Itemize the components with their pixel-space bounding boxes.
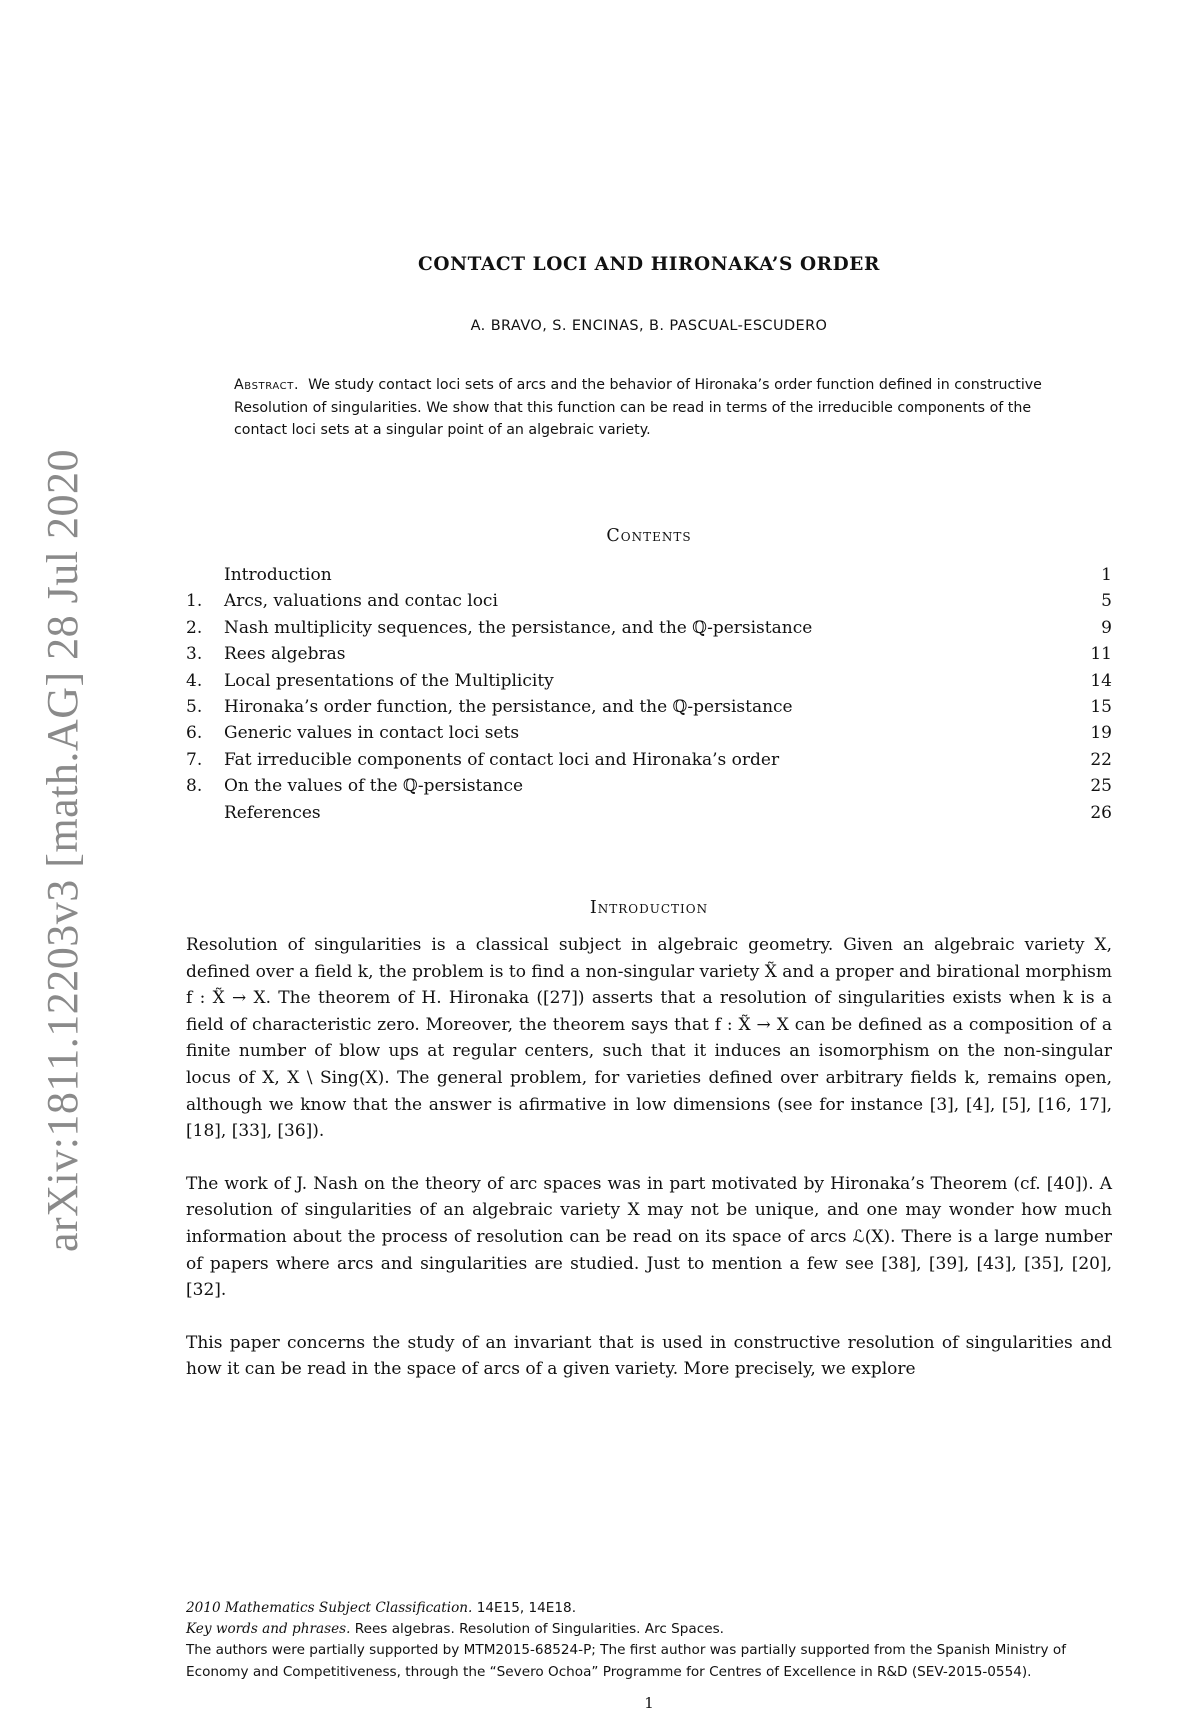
- contents-heading: Contents: [606, 526, 692, 546]
- body-paragraph: The work of J. Nash on the theory of arc spaces was in part motivated by Hironaka’s Theorem (cf. [40]). A resolution of singularities of an algebraic variety X may not be unique, and one may wonder how much information about the process of resolution can be read on its space of arcs ℒ(X). There is a large number of papers where arcs and singularities are studied. Just to mention a few see [38], [39], [43], [35], [20], [32].: [186, 1173, 1112, 1301]
- toc-entry-page: 25: [1090, 776, 1112, 797]
- abstract: [234, 374, 1064, 442]
- toc-entry-references[interactable]: [186, 800, 1112, 826]
- toc-entry-page: 1: [1101, 565, 1112, 585]
- toc-entry-page: 14: [1090, 670, 1112, 691]
- toc-entry-title: Rees algebras: [224, 644, 346, 665]
- toc-entry-1[interactable]: [186, 588, 1112, 614]
- toc-entry-page: 15: [1090, 696, 1112, 717]
- paper-authors: A. BRAVO, S. ENCINAS, B. PASCUAL-ESCUDERO: [470, 318, 828, 334]
- toc-entry-number: 4.: [186, 670, 203, 691]
- toc-entry-number: 3.: [186, 644, 203, 665]
- abstract-label: Abstract.: [234, 377, 300, 393]
- toc-entry-title: Introduction: [224, 565, 332, 585]
- toc-entry-number: 6.: [186, 723, 203, 744]
- toc-entry-number: 2.: [186, 617, 203, 638]
- footnote-support: The authors were partially supported by MTM2015-68524-P; The first author was partially supported from the Spanish Ministry of Economy and Competitiveness, through the “Severo Ochoa” Programme for Centres of Excellence in R&D (SEV-2015-0554).: [186, 1642, 1066, 1680]
- footnote-keywords-label: Key words and phrases.: [186, 1621, 351, 1638]
- toc-entry-8[interactable]: [186, 773, 1112, 799]
- toc-entry-title: Fat irreducible components of contact loci and Hironaka’s order: [224, 749, 780, 770]
- arxiv-stamp: [32, 448, 92, 1252]
- toc-entry-5[interactable]: [186, 694, 1112, 720]
- toc-entry-page: 5: [1101, 591, 1112, 612]
- toc-entry-2[interactable]: [186, 615, 1112, 641]
- introduction-heading: Introduction: [589, 898, 709, 918]
- toc-entry-3[interactable]: [186, 641, 1112, 667]
- toc-entry-title: Generic values in contact loci sets: [224, 723, 520, 744]
- footnote-msc-text: 14E15, 14E18.: [476, 1600, 577, 1616]
- toc-entry-title: On the values of the ℚ-persistance: [224, 776, 524, 797]
- abstract-text: We study contact loci sets of arcs and the behavior of Hironaka’s order function defined in constructive Resolution of singularities. We show that this function can be read in terms of the irreducible components of the contact loci sets at a singular point of an algebraic variety.: [234, 377, 1042, 438]
- toc-entry-introduction[interactable]: [186, 562, 1112, 588]
- toc-entry-page: 11: [1090, 644, 1112, 665]
- footnotes: [186, 1598, 1112, 1683]
- footnote-keywords: [186, 1619, 1112, 1640]
- toc-entry-number: 5.: [186, 696, 203, 717]
- toc-entry-6[interactable]: [186, 720, 1112, 746]
- toc-entry-page: 9: [1101, 617, 1112, 638]
- introduction-body: [186, 932, 1112, 1409]
- page-number: 1: [644, 1694, 654, 1712]
- toc-entry-4[interactable]: [186, 668, 1112, 694]
- toc-entry-number: 7.: [186, 749, 203, 770]
- toc-entry-7[interactable]: [186, 747, 1112, 773]
- paper-title: CONTACT LOCI AND HIRONAKA’S ORDER: [418, 254, 880, 275]
- toc-entry-page: 19: [1090, 723, 1112, 744]
- toc-entry-number: 1.: [186, 591, 203, 612]
- table-of-contents: [186, 562, 1112, 826]
- toc-entry-number: 8.: [186, 776, 203, 797]
- body-paragraph: Resolution of singularities is a classical subject in algebraic geometry. Given an algebraic variety X, defined over a field k, the problem is to find a non-singular variety X̃ and a proper and birational morphism f : X̃ → X. The theorem of H. Hironaka ([27]) asserts that a resolution of singularities exists when k is a field of characteristic zero. Moreover, the theorem says that f : X̃ → X can be defined as a composition of a finite number of blow ups at regular centers, such that it induces an isomorphism on the non-singular locus of X, X \ Sing(X). The general problem, for varieties defined over arbitrary fields k, remains open, although we know that the answer is afirmative in low dimensions (see for instance [3], [4], [5], [16, 17], [18], [33], [36]).: [186, 935, 1112, 1142]
- toc-entry-page: 22: [1090, 749, 1112, 770]
- body-paragraph: This paper concerns the study of an invariant that is used in constructive resolution of singularities and how it can be read in the space of arcs of a given variety. More precisely, we explore: [186, 1332, 1112, 1380]
- toc-entry-title: Hironaka’s order function, the persistance, and the ℚ-persistance: [224, 696, 793, 717]
- footnote-keywords-text: Rees algebras. Resolution of Singularities. Arc Spaces.: [354, 1621, 725, 1638]
- toc-entry-title: Arcs, valuations and contac loci: [224, 591, 498, 612]
- arxiv-stamp-text: arXiv:1811.12203v3 [math.AG] 28 Jul 2020: [37, 448, 87, 1252]
- toc-entry-page: 26: [1090, 802, 1112, 823]
- toc-entry-title: References: [224, 802, 321, 823]
- toc-entry-title: Nash multiplicity sequences, the persistance, and the ℚ-persistance: [224, 617, 813, 638]
- footnote-msc: [186, 1598, 1112, 1619]
- footnote-msc-label: 2010 Mathematics Subject Classification.: [186, 1600, 473, 1616]
- toc-entry-title: Local presentations of the Multiplicity: [224, 670, 554, 691]
